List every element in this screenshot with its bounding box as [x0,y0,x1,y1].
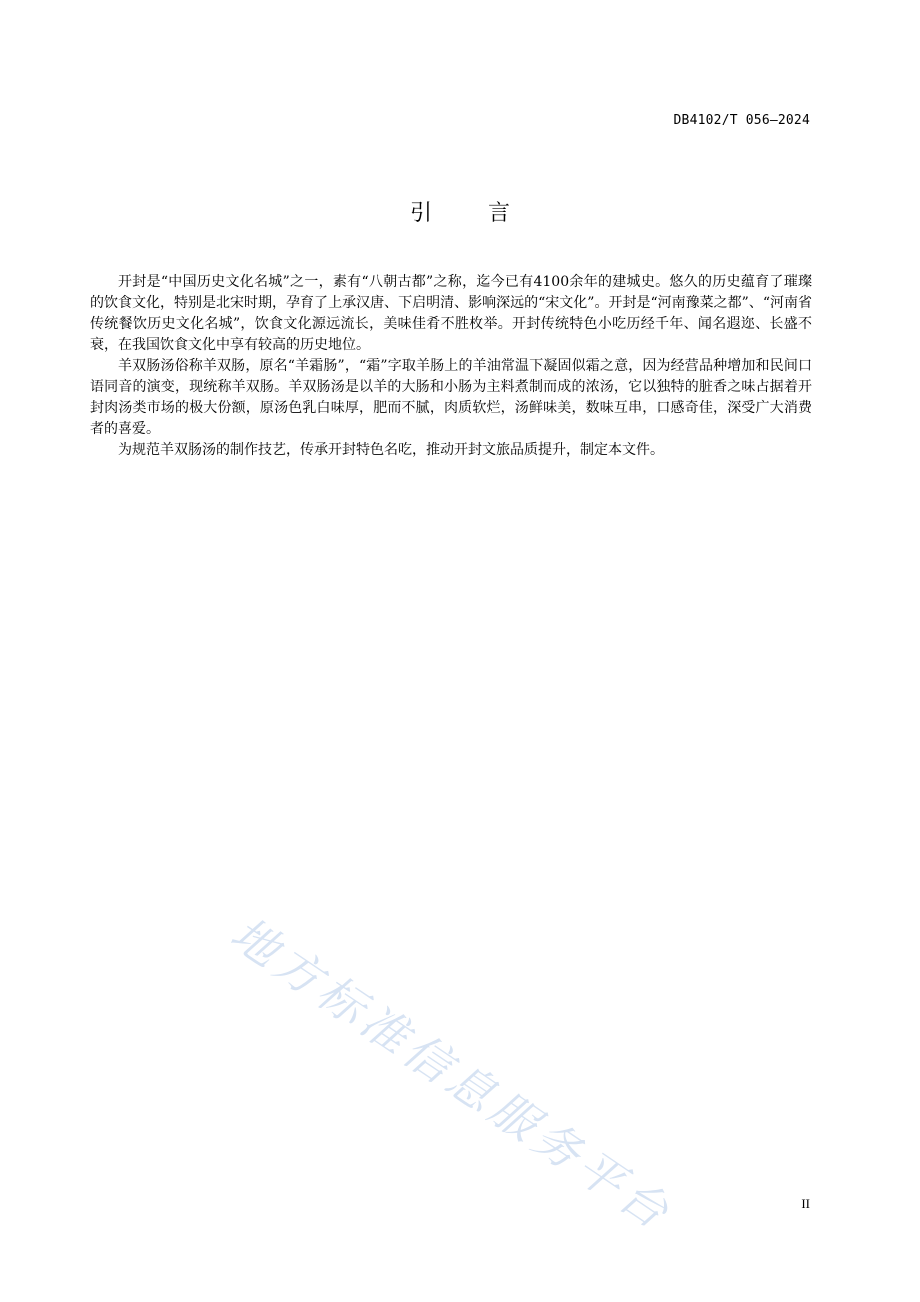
title-char-2: 言 [488,201,511,226]
paragraph-2: 羊双肠汤俗称羊双肠，原名“羊霜肠”，“霜”字取羊肠上的羊油常温下凝固似霜之意，因为经营品种增加和民间口语同音的演变，现统称羊双肠。羊双肠汤是以羊的大肠和小肠为主料煮制而成的浓汤，它以独特的脏香之味占据着开封肉汤类市场的极大份额，原汤色乳白味厚，肥而不腻，肉质软烂，汤鲜味美，数味互串，口感奇佳，深受广大消费者的喜爱。 [90,358,812,437]
page-number: II [801,1196,810,1211]
paragraph-3: 为规范羊双肠汤的制作技艺，传承开封特色名吃，推动开封文旅品质提升，制定本文件。 [118,442,664,458]
title-char-1: 引 [409,201,432,226]
document-code: DB4102/T 056—2024 [673,113,810,128]
watermark: 地方标准信息服务平台 [221,906,683,1242]
section-title [0,196,920,227]
introduction-body [90,272,812,461]
paragraph-1: 开封是“中国历史文化名城”之一，素有“八朝古都”之称，迄今已有4100余年的建城史。悠久的历史蕴育了璀璨的饮食文化，特别是北宋时期，孕育了上承汉唐、下启明清、影响深远的“宋文化”。开封是“河南豫菜之都”、“河南省传统餐饮历史文化名城”，饮食文化源远流长，美味佳肴不胜枚举。开封传统特色小吃历经千年、闻名遐迩、长盛不衰，在我国饮食文化中享有较高的历史地位。 [90,274,812,353]
